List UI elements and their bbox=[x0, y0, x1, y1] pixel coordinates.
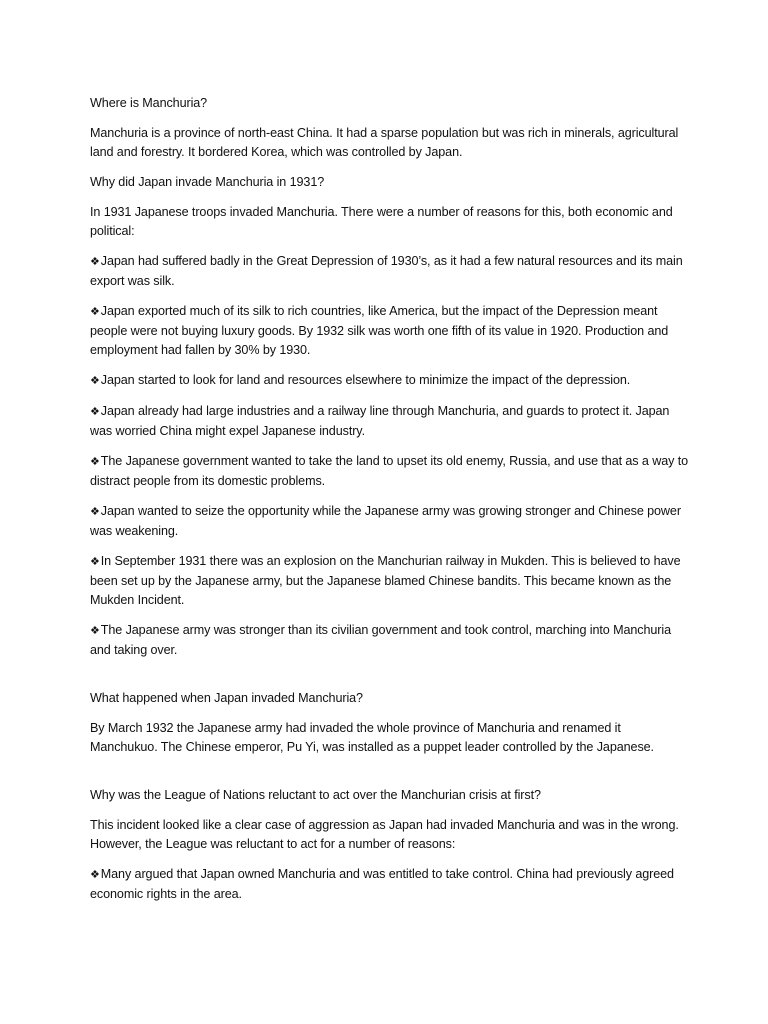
paragraph: Why did Japan invade Manchuria in 1931? bbox=[90, 175, 325, 189]
bullet-paragraph: ❖ Many argued that Japan owned Manchuria and was entitled to take control. China had previously agreed economic rights in the area. bbox=[90, 865, 688, 904]
bullet-paragraph: ❖ In September 1931 there was an explosion on the Manchurian railway in Mukden. This is believed to have been set up by the Japanese army, but the Japanese blamed Chinese bandits. This became known as the Mukden Incident. bbox=[90, 552, 688, 610]
paragraph: Why was the League of Nations reluctant to act over the Manchurian crisis at first? bbox=[90, 788, 541, 802]
bullet-paragraph: ❖ Japan exported much of its silk to rich countries, like America, but the impact of the Depression meant people were not buying luxury goods. By 1932 silk was worth one fifth of its value in 1920. Production and employment had fallen by 30% by 1930. bbox=[90, 302, 688, 360]
paragraph: Where is Manchuria? bbox=[90, 96, 208, 110]
paragraph: In 1931 Japanese troops invaded Manchuria. There were a number of reasons for this, both economic and political: bbox=[90, 205, 673, 238]
paragraph: By March 1932 the Japanese army had invaded the whole province of Manchuria and renamed it Manchukuo. The Chinese emperor, Pu Yi, was installed as a puppet leader controlled by the Japanese. bbox=[90, 721, 654, 754]
paragraph: This incident looked like a clear case of aggression as Japan had invaded Manchuria and was in the wrong. However, the League was reluctant to act for a number of reasons: bbox=[90, 818, 679, 851]
bullet-paragraph: ❖ The Japanese government wanted to take the land to upset its old enemy, Russia, and use that as a way to distract people from its domestic problems. bbox=[90, 452, 688, 491]
paragraph: What happened when Japan invaded Manchuria? bbox=[90, 691, 363, 705]
bullet-paragraph: ❖ Japan already had large industries and a railway line through Manchuria, and guards to protect it. Japan was worried China might expel Japanese industry. bbox=[90, 402, 688, 441]
paragraph: Manchuria is a province of north-east China. It had a sparse population but was rich in minerals, agricultural land and forestry. It bordered Korea, which was controlled by Japan. bbox=[90, 126, 679, 159]
bullet-paragraph: ❖ Japan started to look for land and resources elsewhere to minimize the impact of the depression. bbox=[90, 371, 688, 391]
bullet-paragraph: ❖ Japan had suffered badly in the Great Depression of 1930’s, as it had a few natural resources and its main export was silk. bbox=[90, 252, 688, 291]
bullet-paragraph: ❖ Japan wanted to seize the opportunity while the Japanese army was growing stronger and Chinese power was weakening. bbox=[90, 502, 688, 541]
document-body bbox=[90, 94, 688, 904]
bullet-paragraph: ❖ The Japanese army was stronger than its civilian government and took control, marching into Manchuria and taking over. bbox=[90, 621, 688, 660]
